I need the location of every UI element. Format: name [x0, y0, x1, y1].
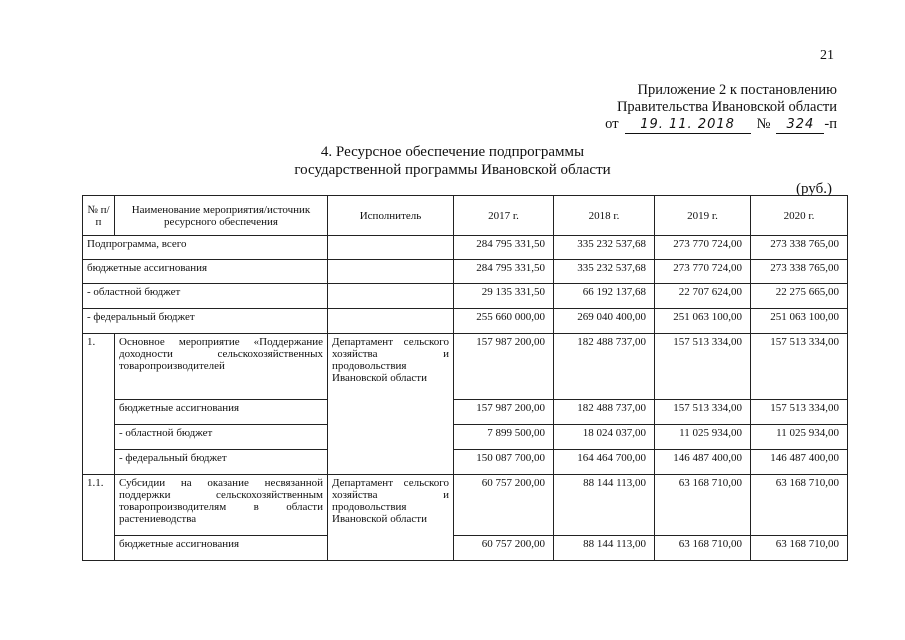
row-label: - областной бюджет: [83, 284, 328, 309]
appendix-line1: Приложение 2 к постановлению: [637, 82, 837, 98]
title-line1: 4. Ресурсное обеспечение подпрограммы: [320, 144, 585, 160]
col-header-2019: 2019 г.: [655, 196, 751, 236]
value-cell: 273 338 765,00: [751, 260, 848, 284]
value-cell: 157 987 200,00: [454, 334, 554, 400]
unit-label: (руб.): [796, 181, 832, 197]
number-suffix: -п: [824, 116, 837, 132]
value-cell: 63 168 710,00: [655, 475, 751, 536]
document-title: [0, 143, 905, 179]
appendix-line3: [605, 116, 837, 134]
handwritten-number: 324: [776, 116, 824, 134]
empty-cell: [328, 236, 454, 260]
value-cell: 273 338 765,00: [751, 236, 848, 260]
table-row: [83, 260, 848, 284]
col-header-num: № п/п: [83, 196, 115, 236]
value-cell: 60 757 200,00: [454, 475, 554, 536]
table-row: [83, 309, 848, 334]
item-number: 1.1.: [83, 475, 115, 561]
value-cell: 269 040 400,00: [554, 309, 655, 334]
item-name: Основное мероприятие «Поддержание доходности сельскохозяйственных товаропроизводителей: [115, 334, 328, 400]
col-header-name: Наименование мероприятия/источник ресурсного обеспечения: [115, 196, 328, 236]
value-cell: 11 025 934,00: [655, 425, 751, 450]
empty-cell: [328, 309, 454, 334]
value-cell: 273 770 724,00: [655, 260, 751, 284]
table-row: [83, 284, 848, 309]
value-cell: 60 757 200,00: [454, 536, 554, 561]
value-cell: 7 899 500,00: [454, 425, 554, 450]
row-label: - федеральный бюджет: [83, 309, 328, 334]
col-header-2020: 2020 г.: [751, 196, 848, 236]
value-cell: 22 275 665,00: [751, 284, 848, 309]
value-cell: 157 513 334,00: [751, 334, 848, 400]
value-cell: 157 513 334,00: [655, 400, 751, 425]
row-label: - федеральный бюджет: [115, 450, 328, 475]
value-cell: 63 168 710,00: [655, 536, 751, 561]
value-cell: 251 063 100,00: [655, 309, 751, 334]
table-row: [83, 425, 848, 450]
value-cell: 22 707 624,00: [655, 284, 751, 309]
table-row: [83, 536, 848, 561]
table-row: [83, 334, 848, 400]
row-label: бюджетные ассигнования: [115, 536, 328, 561]
row-label: - областной бюджет: [115, 425, 328, 450]
value-cell: 182 488 737,00: [554, 334, 655, 400]
value-cell: 335 232 537,68: [554, 260, 655, 284]
value-cell: 335 232 537,68: [554, 236, 655, 260]
value-cell: 251 063 100,00: [751, 309, 848, 334]
handwritten-date: 19. 11. 2018: [625, 116, 751, 134]
empty-cell: [328, 260, 454, 284]
table-row: [83, 475, 848, 536]
table-row: [83, 450, 848, 475]
value-cell: 284 795 331,50: [454, 236, 554, 260]
value-cell: 66 192 137,68: [554, 284, 655, 309]
value-cell: 157 513 334,00: [655, 334, 751, 400]
value-cell: 164 464 700,00: [554, 450, 655, 475]
empty-cell: [328, 284, 454, 309]
value-cell: 273 770 724,00: [655, 236, 751, 260]
title-line2: государственной программы Ивановской области: [294, 162, 611, 178]
value-cell: 157 513 334,00: [751, 400, 848, 425]
page-number: 21: [820, 48, 834, 63]
appendix-line2: Правительства Ивановской области: [616, 99, 837, 115]
item-number: 1.: [83, 334, 115, 475]
value-cell: 18 024 037,00: [554, 425, 655, 450]
value-cell: 63 168 710,00: [751, 475, 848, 536]
value-cell: 29 135 331,50: [454, 284, 554, 309]
row-label: бюджетные ассигнования: [83, 260, 328, 284]
value-cell: 88 144 113,00: [554, 536, 655, 561]
value-cell: 146 487 400,00: [751, 450, 848, 475]
item-name: Субсидии на оказание несвязанной поддержки сельскохозяйственным товаропроизводителям в области растениеводства: [115, 475, 328, 536]
header-row: [83, 196, 848, 236]
from-label: от: [605, 116, 619, 132]
col-header-2018: 2018 г.: [554, 196, 655, 236]
value-cell: 63 168 710,00: [751, 536, 848, 561]
col-header-2017: 2017 г.: [454, 196, 554, 236]
resource-table: [82, 195, 848, 561]
appendix-header: [605, 82, 837, 134]
value-cell: 88 144 113,00: [554, 475, 655, 536]
row-label: бюджетные ассигнования: [115, 400, 328, 425]
table-row: [83, 400, 848, 425]
value-cell: 11 025 934,00: [751, 425, 848, 450]
value-cell: 255 660 000,00: [454, 309, 554, 334]
value-cell: 284 795 331,50: [454, 260, 554, 284]
value-cell: 182 488 737,00: [554, 400, 655, 425]
item-executor: Департамент сельского хозяйства и продовольствия Ивановской области: [328, 475, 454, 561]
value-cell: 146 487 400,00: [655, 450, 751, 475]
table-row: [83, 236, 848, 260]
number-label: №: [756, 116, 771, 132]
row-label: Подпрограмма, всего: [83, 236, 328, 260]
value-cell: 150 087 700,00: [454, 450, 554, 475]
value-cell: 157 987 200,00: [454, 400, 554, 425]
item-executor: Департамент сельского хозяйства и продовольствия Ивановской области: [328, 334, 454, 475]
col-header-executor: Исполнитель: [328, 196, 454, 236]
